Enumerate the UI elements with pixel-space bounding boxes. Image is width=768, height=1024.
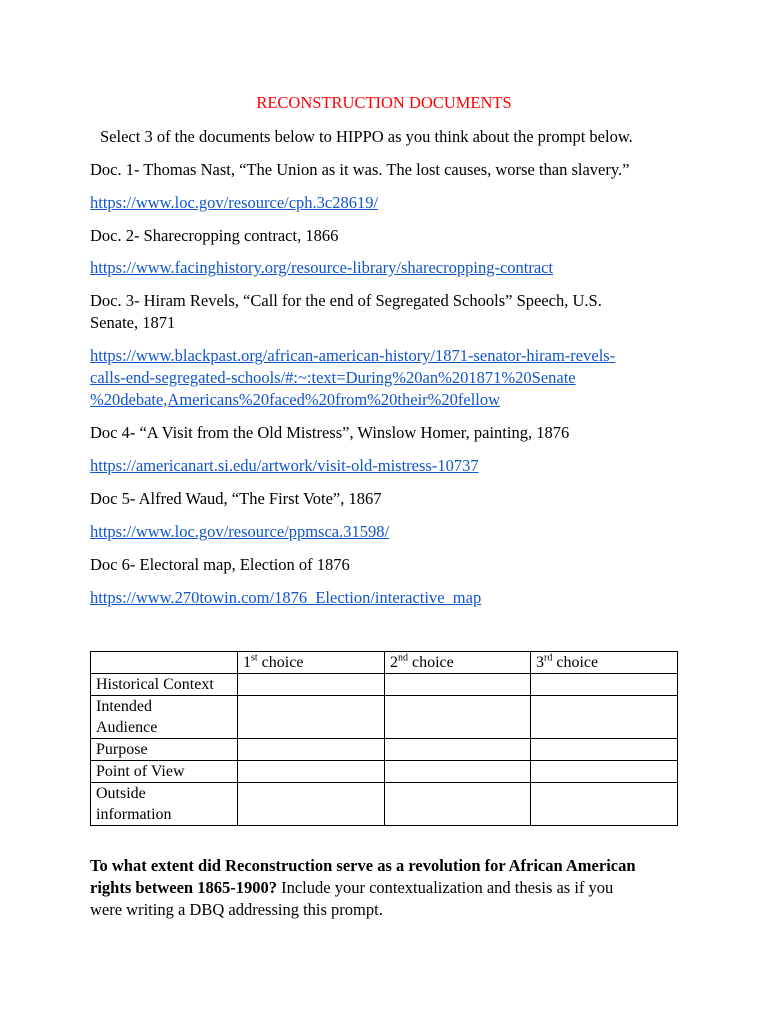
- doc-1-label: Doc. 1- Thomas Nast, “The Union as it was. The lost causes, worse than slavery.”: [90, 160, 630, 179]
- table-corner-cell: [91, 652, 238, 674]
- doc-6-label: Doc 6- Electoral map, Election of 1876: [90, 555, 350, 574]
- essay-prompt: [90, 855, 690, 921]
- table-row: [91, 739, 678, 761]
- doc-4-label: Doc 4- “A Visit from the Old Mistress”, Winslow Homer, painting, 1876: [90, 423, 570, 442]
- prompt-instructions: Include your contextualization and thesis as if you: [276, 878, 614, 897]
- table-cell[interactable]: [385, 761, 531, 783]
- row-label-purpose: Purpose: [91, 739, 238, 761]
- doc-3-label-line1: Doc. 3- Hiram Revels, “Call for the end of Segregated Schools” Speech, U.S.: [90, 291, 602, 310]
- hippo-table: [90, 651, 678, 826]
- header-third-choice: 3rd choice: [531, 652, 678, 674]
- table-cell[interactable]: [385, 783, 531, 826]
- table-cell[interactable]: [385, 696, 531, 739]
- prompt-question-line2: rights between 1865-1900?: [90, 878, 277, 897]
- doc-5-label: Doc 5- Alfred Waud, “The First Vote”, 1867: [90, 489, 382, 508]
- row-label-intended-audience: Intended Audience: [91, 696, 238, 739]
- table-cell[interactable]: [531, 783, 678, 826]
- doc-3-label-line2: Senate, 1871: [90, 313, 176, 332]
- prompt-instructions-line3: were writing a DBQ addressing this prompt.: [90, 900, 383, 919]
- table-cell[interactable]: [531, 761, 678, 783]
- table-row: [91, 783, 678, 826]
- table-cell[interactable]: [531, 739, 678, 761]
- table-cell[interactable]: [238, 696, 385, 739]
- intro-text: Select 3 of the documents below to HIPPO as you think about the prompt below.: [100, 127, 633, 146]
- doc-3-link-line3[interactable]: %20debate,Americans%20faced%20from%20their%20fellow: [90, 390, 501, 409]
- table-cell[interactable]: [238, 761, 385, 783]
- doc-3-link-line2[interactable]: calls-end-segregated-schools/#:~:text=During%20an%201871%20Senate: [90, 368, 576, 387]
- doc-3-label: [90, 290, 690, 334]
- table-cell[interactable]: [531, 674, 678, 696]
- table-cell[interactable]: [238, 783, 385, 826]
- table-cell[interactable]: [385, 739, 531, 761]
- header-first-choice: 1st choice: [238, 652, 385, 674]
- header-second-choice: 2nd choice: [385, 652, 531, 674]
- prompt-question-line1: To what extent did Reconstruction serve as a revolution for African American: [90, 856, 636, 875]
- table-cell[interactable]: [238, 674, 385, 696]
- table-cell[interactable]: [238, 739, 385, 761]
- doc-3-link-line1[interactable]: https://www.blackpast.org/african-american-history/1871-senator-hiram-revels-: [90, 346, 616, 365]
- table-cell[interactable]: [385, 674, 531, 696]
- doc-5-link[interactable]: https://www.loc.gov/resource/ppmsca.31598/: [90, 522, 390, 541]
- doc-2-link[interactable]: https://www.facinghistory.org/resource-library/sharecropping-contract: [90, 258, 554, 277]
- row-label-point-of-view: Point of View: [91, 761, 238, 783]
- doc-1-link[interactable]: https://www.loc.gov/resource/cph.3c28619/: [90, 193, 379, 212]
- row-label-historical-context: Historical Context: [91, 674, 238, 696]
- row-label-outside-information: Outside information: [91, 783, 238, 826]
- table-cell[interactable]: [531, 696, 678, 739]
- doc-3-link[interactable]: [90, 345, 690, 411]
- doc-2-label: Doc. 2- Sharecropping contract, 1866: [90, 226, 339, 245]
- table-header-row: [91, 652, 678, 674]
- doc-6-link[interactable]: https://www.270towin.com/1876_Election/interactive_map: [90, 588, 482, 607]
- table-row: [91, 674, 678, 696]
- table-row: [91, 696, 678, 739]
- table-row: [91, 761, 678, 783]
- doc-4-link[interactable]: https://americanart.si.edu/artwork/visit-old-mistress-10737: [90, 456, 479, 475]
- page-title: RECONSTRUCTION DOCUMENTS: [256, 93, 512, 112]
